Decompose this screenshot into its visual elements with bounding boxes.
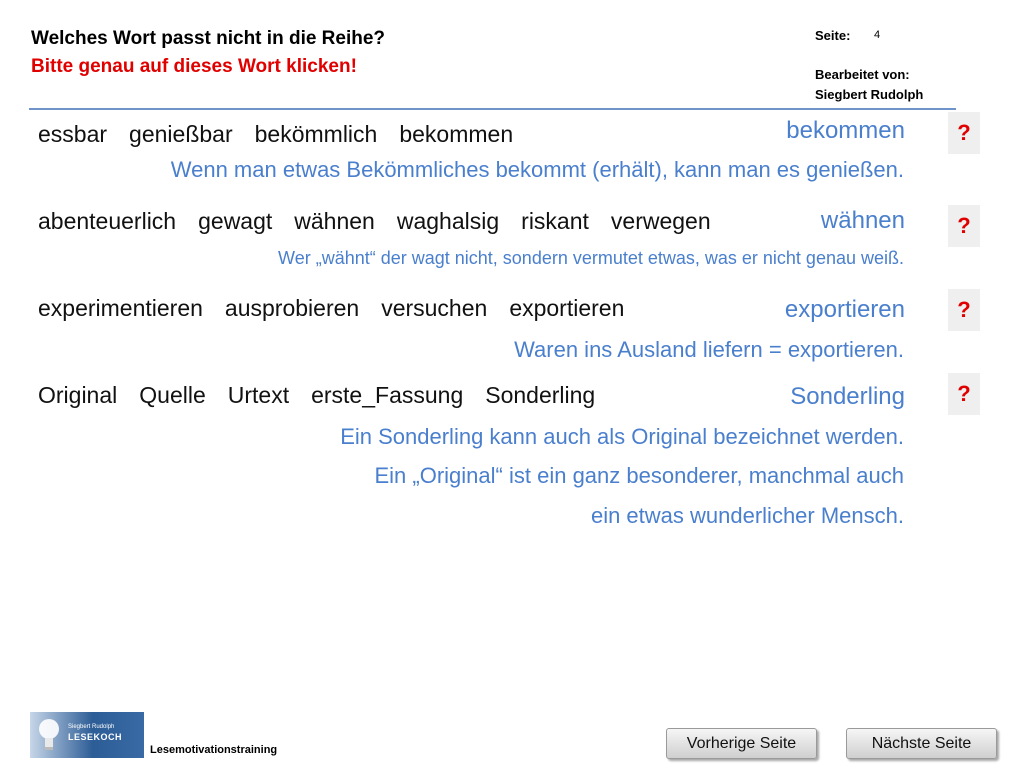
explanation-row-4-line-3: ein etwas wunderlicher Mensch. <box>590 503 904 528</box>
previous-page-button[interactable]: Vorherige Seite <box>666 728 817 759</box>
word-option[interactable]: abenteuerlich <box>38 208 177 234</box>
header-divider <box>29 108 956 110</box>
hint-button-row-4[interactable]: ? <box>948 373 980 415</box>
page-number: 4 <box>874 29 881 41</box>
word-option[interactable]: riskant <box>521 208 589 234</box>
explanation-row-2: Wer „wähnt“ der wagt nicht, sondern vermutet etwas, was er nicht genau weiß. <box>278 248 904 268</box>
lightbulb-icon <box>36 716 62 754</box>
word-option[interactable]: essbar <box>38 121 108 147</box>
word-option[interactable]: versuchen <box>381 295 488 321</box>
hint-button-row-3[interactable]: ? <box>948 289 980 331</box>
word-option[interactable]: wähnen <box>294 208 375 234</box>
word-option[interactable]: Urtext <box>227 382 290 408</box>
hint-button-row-1[interactable]: ? <box>948 112 980 154</box>
word-option[interactable]: waghalsig <box>396 208 500 234</box>
word-row-3 <box>38 295 646 322</box>
word-option[interactable]: experimentieren <box>38 295 203 321</box>
word-option[interactable]: erste_Fassung <box>311 382 464 408</box>
course-name: Lesemotivationstraining <box>150 744 278 756</box>
word-option[interactable]: genießbar <box>129 121 233 147</box>
explanation-row-3: Waren ins Ausland liefern = exportieren. <box>514 337 904 362</box>
word-row-1 <box>38 121 535 148</box>
word-option[interactable]: bekömmlich <box>254 121 378 147</box>
page-label: Seite: <box>815 28 851 43</box>
word-option[interactable]: Sonderling <box>485 382 596 408</box>
logo-author: Siegbert Rudolph <box>68 724 115 730</box>
exercise-instruction: Bitte genau auf dieses Wort klicken! <box>31 56 357 77</box>
logo-title: LESEKOCH <box>68 732 123 742</box>
answer-row-4: Sonderling <box>790 383 905 410</box>
word-option[interactable]: ausprobieren <box>224 295 360 321</box>
word-option[interactable]: bekommen <box>399 121 514 147</box>
word-option[interactable]: Quelle <box>139 382 206 408</box>
next-page-button[interactable]: Nächste Seite <box>846 728 997 759</box>
answer-row-3: exportieren <box>784 296 905 323</box>
hint-button-row-2[interactable]: ? <box>948 205 980 247</box>
leseloch-logo <box>30 712 144 758</box>
word-option[interactable]: gewagt <box>198 208 273 234</box>
answer-row-1: bekommen <box>786 117 905 144</box>
explanation-row-1: Wenn man etwas Bekömmliches bekommt (erhält), kann man es genießen. <box>170 157 904 182</box>
exercise-question: Welches Wort passt nicht in die Reihe? <box>31 28 386 49</box>
editor-name: Siegbert Rudolph <box>815 87 924 102</box>
word-option[interactable]: verwegen <box>610 208 711 234</box>
explanation-row-4-line-2: Ein „Original“ ist ein ganz besonderer, manchmal auch <box>374 463 904 488</box>
word-row-2 <box>38 208 733 235</box>
edited-by-label: Bearbeitet von: <box>815 67 910 82</box>
explanation-row-4-line-1: Ein Sonderling kann auch als Original bezeichnet werden. <box>340 424 904 449</box>
word-option[interactable]: Original <box>38 382 118 408</box>
word-row-4 <box>38 382 617 409</box>
word-option[interactable]: exportieren <box>509 295 625 321</box>
answer-row-2: wähnen <box>820 207 905 234</box>
